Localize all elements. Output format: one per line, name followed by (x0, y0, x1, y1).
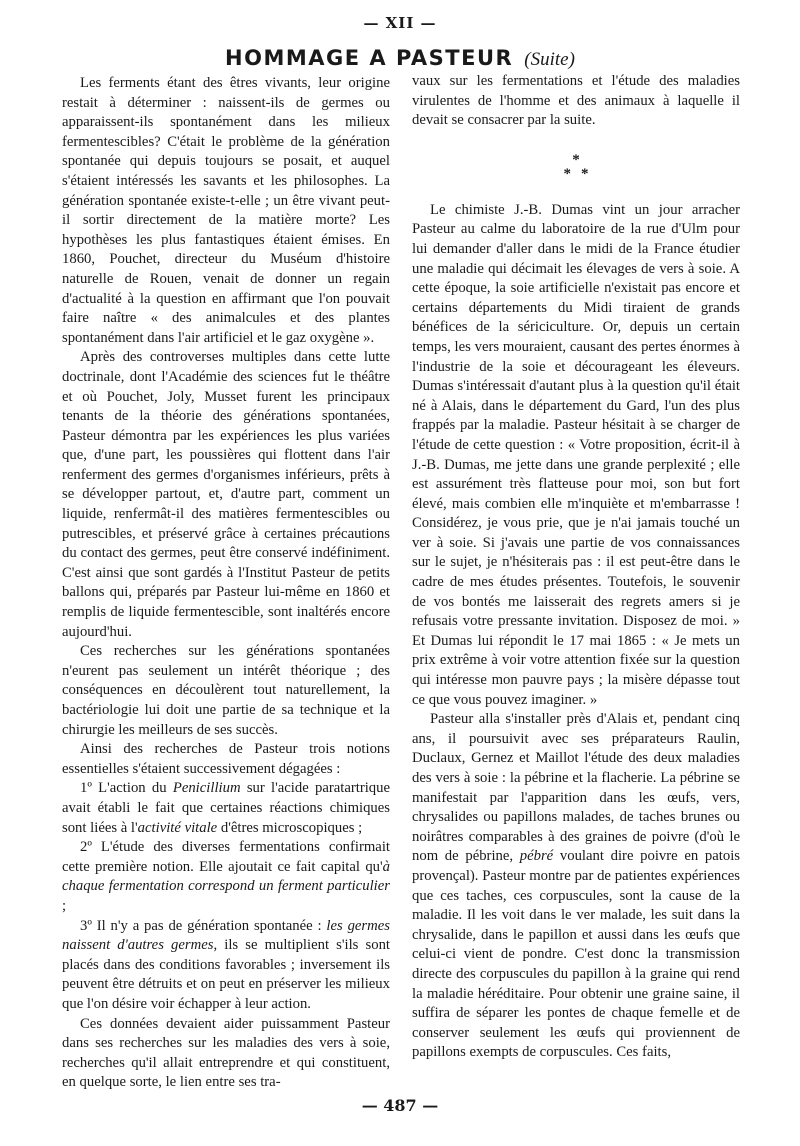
paragraph: Après des controverses multiples dans cette lutte doctrinale, dont l'Académie des sciences fut le théâtre et où Pouchet, Joly, Musset furent les principaux tenants de la théorie des générations spontanées, Pasteur démontra par les expériences les plus variées que, d'une part, les poussières qui flottent dans l'air renferment des germes d'organismes inférieurs, prêts à se développer partout, et, d'autre part, comment un liquide, renfermât-il des matières fermentescibles ou putrescibles, et préservé grâce à certaines précautions du contact des germes, peut être conservé indéfiniment. C'est ainsi que sont gardés à l'Institut Pasteur de petits ballons qui, préparés par Pasteur lui-même en 1860 et remplis de liquide fermentescible, sont inaltérés encore aujourd'hui. (62, 349, 390, 640)
list-item-text: ; (62, 897, 67, 914)
list-item-emphasis: à chaque fermentation correspond un ferment particulier (62, 858, 390, 895)
paragraph: Le chimiste J.-B. Dumas vint un jour arracher Pasteur au calme du laboratoire de la rue d'Ulm pour lui demander d'aller dans le midi de la France étudier une maladie qui décimait les élevages de vers à soie. A cette époque, la soie artificielle n'existait pas encore et certains départements du Midi tiraient de grands bénéfices de la sériciculture. Or, depuis un certain temps, les vers mouraient, causant des pertes énormes à l'industrie de la soie et décourageant les éleveurs. Dumas s'intéressait d'autant plus à la question qu'il était né à Alais, dans le département du Gard, l'un des plus frappés par la maladie. Pasteur hésitait à se charger de l'étude de cette question : « Votre proposition, écrit-il à J.-B. Dumas, me jette dans une grande perplexité ; elle est assurément très flatteuse pour moi, son but fort élevé, mais combien elle m'inquiète et m'embarrasse ! Considérez, je vous prie, que je n'ai jamais touché un ver à soie. Si j'avais une partie de vos connaissances sur le sujet, je n'hésiterais pas : il est peut-être dans le cadre de mes études présentes. Toutefois, le souvenir de vos bontés me laisserait des regrets amers si je refusais votre pressante invitation. Disposez de moi. » Et Dumas lui répondit le 17 mai 1865 : « Je mets un prix extrême à voir votre attention fixée sur la question qui intéresse mon pauvre pays ; la misère dépasse tout ce que vous pouvez imaginer. » (412, 201, 740, 708)
list-item-text: d'êtres microscopiques ; (217, 819, 363, 836)
roman-page-number: — XII — (363, 14, 437, 32)
article-heading (0, 44, 800, 74)
paragraph-continued: vaux sur les fermentations et l'étude des maladies virulentes de l'homme et des animaux à laquelle il devait se consacrer par la suite. (412, 73, 740, 129)
list-item-text: sur l'acide paratartrique avait établi le fait que certaines réactions chimiques sont liées à l' (62, 780, 390, 836)
article-subtitle: (Suite) (524, 49, 575, 70)
list-item-text: 1º L'action du (80, 780, 173, 797)
paragraph: Ces recherches sur les générations spontanées n'eurent pas seulement un intérêt théorique ; des conséquences en découlèrent tout naturellement, la bactériologie lui doit une partie de sa technique et la chirurgie les meilleurs de ses succès. (62, 643, 390, 738)
list-item-text: 2º L'étude des diverses fermentations confirmait cette première notion. Elle ajoutait ce fait capital qu' (62, 839, 390, 875)
list-item-emphasis: les germes naissent d'autres germes (62, 917, 390, 954)
paragraph: Ainsi des recherches de Pasteur trois notions essentielles s'étaient successivement dégagées : (62, 741, 390, 777)
paragraph: Ces données devaient aider puissamment Pasteur dans ses recherches sur les maladies des vers à soie, recherches qu'il allait entreprendre et qui constituent, en quelque sorte, le lien entre ses tra- (62, 1015, 390, 1091)
list-item-emphasis: Penicillium (172, 780, 241, 797)
list-item-text: , ils se multiplient s'ils sont placés dans des conditions favorables ; inversement ils peuvent être détruits et on peut en préserver les milieux que l'on désire voir échapper à leur action. (62, 937, 390, 1012)
left-column (62, 74, 390, 1093)
page-number: — 487 — (361, 1096, 439, 1115)
paragraph: Les ferments étant des êtres vivants, leur origine restait à déterminer : naissent-ils de germes ou apparaissent-ils spontanément dans les milieux fermentescibles? C'était le problème de la génération spontanée qui depuis toujours se posait, et auquel s'étaient intéressés les savants et les philosophes. La génération spontanée existe-t-elle ; un être vivant peut-il sortir directement de la matière morte? Les hypothèses les plus fantastiques étaient émises. En 1860, Pouchet, directeur du Muséum d'histoire naturelle de Rouen, venait de donner un regain d'actualité à la question en affirmant que l'on pouvait faire naître « des animalcules et des plantes spontanément dans l'air artificiel et le gaz oxygène ». (62, 75, 390, 346)
paragraph-text: Pasteur alla s'installer près d'Alais et, pendant cinq ans, il poursuivit avec ses préparateurs Raulin, Duclaux, Gernez et Maillot l'étude des deux maladies des vers à soie : la pébrine et la flacherie. La pébrine se manifestait par l'apparition dans les œufs, vers, chrysalides ou papillons malades, de taches brunes ou noirâtres comparables à des graines de poivre (d'où le nom de pébrine, (412, 711, 740, 865)
article-title: HOMMAGE A PASTEUR (225, 46, 514, 70)
list-item-2 (62, 838, 390, 916)
right-column (412, 72, 740, 1063)
paragraph-emphasis: pébré (519, 848, 554, 865)
list-item-1 (62, 779, 390, 838)
list-item-emphasis: activité vitale (137, 819, 218, 836)
list-item-text: 3º Il n'y a pas de génération spontanée : (80, 917, 327, 934)
asterism-bottom: ** (563, 165, 599, 182)
paragraph-text: voulant dire poivre en patois provençal). Pasteur montre par de patientes expériences que ces taches, ces corpuscules, sont la cause de la maladie. Il les voit dans le ver malade, les suit dans la chrysalide, dans le papillon et aussi dans les œufs que celui-ci vient de pondre. C'est donc la transmission directe des corpuscules du papillon à la graine qui rend la maladie héréditaire. Pour obtenir une graine saine, il suffira de séparer les pontes de chaque femelle et de conserver seulement les œufs qui proviennent de papillons exempts de corpuscules. Ces faits, (412, 848, 740, 1061)
asterism-top: * (572, 151, 580, 168)
section-separator (412, 153, 740, 181)
paragraph (412, 710, 740, 1063)
list-item-3 (62, 917, 390, 1015)
